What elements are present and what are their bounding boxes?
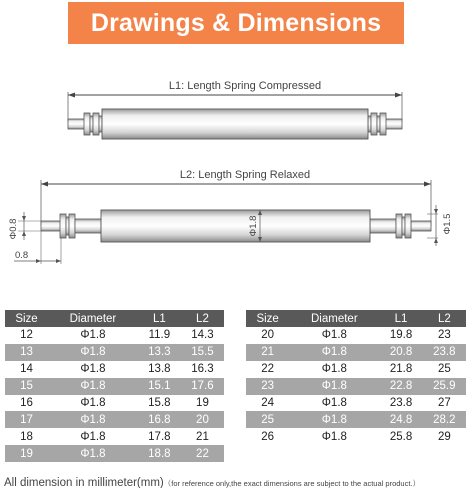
col-header-size: Size [246,310,289,327]
table-row [5,445,224,462]
cell-l2: 21 [196,430,209,443]
label-body-diameter: Φ1.8 [248,215,259,237]
cell-l2: 22 [181,445,224,462]
cell-diameter: Φ1.8 [321,430,347,443]
cell-l2: 23 [437,329,451,342]
col-header-l1: L1 [138,310,181,327]
arrow-right-icon [395,93,402,98]
cell-diameter: Φ1.8 [321,363,347,376]
cell-l1: 21.8 [389,363,413,376]
cell-diameter: Φ1.8 [80,363,106,376]
cell-l1: 15.8 [148,397,171,409]
size-table-right [246,310,466,445]
col-header-diameter: Diameter [48,310,138,327]
cell-size: 25 [246,411,289,428]
table-row [246,411,466,428]
table-row [246,361,466,378]
left-tip [41,221,61,231]
cell-size: 24 [261,397,275,409]
cell-size: 14 [20,363,33,376]
cell-diameter: Φ1.8 [48,445,138,462]
cell-l1: 23.8 [389,397,413,409]
table-row [246,327,466,344]
right-tip [411,221,431,231]
cell-l2: 15.5 [181,344,224,361]
cell-l1: 11.9 [148,329,171,342]
arrow-left-icon [68,93,75,98]
cell-diameter: Φ1.8 [48,411,138,428]
table-row [5,395,224,412]
cell-size: 15 [5,378,48,395]
table-row [5,327,224,344]
cell-size: 20 [261,329,275,342]
size-table-left [5,310,224,462]
cell-l1: 24.8 [379,411,422,428]
cell-l1: 20.8 [379,344,422,361]
footer-disclaimer: （for reference only,the exact dimensions are subject to the actual product.） [163,479,420,488]
label-l1: L1: Length Spring Compressed [168,80,322,92]
compressed-spring-bar [68,80,402,139]
cell-l2: 27 [437,397,451,409]
cell-size: 19 [5,445,48,462]
right-tip [385,119,402,129]
cell-l2: 16.3 [191,363,214,376]
table-row [5,378,224,395]
footer-note [4,473,420,488]
relaxed-body [101,210,370,242]
compressed-body [102,109,368,139]
cell-l1: 13.8 [148,363,171,376]
cell-size: 13 [5,344,48,361]
col-header-l2: L2 [181,310,224,327]
label-tip-length: 0.8 [15,250,29,261]
cell-diameter: Φ1.8 [289,411,379,428]
cell-l1: 18.8 [138,445,181,462]
cell-l1: 22.8 [379,378,422,395]
cell-size: 23 [246,378,289,395]
cell-size: 21 [246,344,289,361]
page-title: Drawings & Dimensions [90,8,382,37]
cell-l2: 25 [437,363,451,376]
cell-l1: 15.1 [138,378,181,395]
cell-l2: 17.6 [181,378,224,395]
cell-l2: 23.8 [423,344,466,361]
cell-l2: 25.9 [423,378,466,395]
table-header-row [5,310,224,327]
cell-size: 22 [261,363,275,376]
table-row [246,378,466,395]
table-row [5,344,224,361]
col-header-diameter: Diameter [289,310,379,327]
cell-l1: 13.3 [138,344,181,361]
label-tip-diameter: Φ0.8 [8,218,19,240]
cell-diameter: Φ1.8 [321,329,347,342]
cell-diameter: Φ1.8 [48,344,138,361]
cell-diameter: Φ1.8 [321,397,347,409]
table-row [5,361,224,378]
label-shoulder-diameter: Φ1.5 [442,213,453,235]
arrow-left-icon [41,182,48,187]
cell-size: 17 [5,411,48,428]
col-header-size: Size [5,310,48,327]
cell-diameter: Φ1.8 [80,329,106,342]
table-row [246,395,466,412]
relaxed-spring-bar [8,169,453,264]
cell-l2: 14.3 [191,329,214,342]
label-l2: L2: Length Spring Relaxed [179,169,311,181]
left-tip [68,119,85,129]
cell-l2: 19 [196,397,209,409]
cell-l1: 25.8 [389,430,413,443]
table-header-row [246,310,466,327]
cell-size: 26 [261,430,275,443]
cell-size: 18 [20,430,33,443]
cell-diameter: Φ1.8 [289,378,379,395]
table-row [5,428,224,445]
cell-l2: 20 [181,411,224,428]
cell-l1: 16.8 [138,411,181,428]
cell-diameter: Φ1.8 [289,344,379,361]
arrow-right-icon [424,182,431,187]
cell-l1: 19.8 [389,329,413,342]
cell-l2: 29 [437,430,451,443]
cell-l2: 28.2 [423,411,466,428]
cell-diameter: Φ1.8 [80,397,106,409]
cell-l1: 17.8 [148,430,171,443]
footer-main-text: All dimension in millimeter(mm) [4,477,164,488]
col-header-l1: L1 [379,310,422,327]
cell-diameter: Φ1.8 [80,430,106,443]
cell-size: 12 [20,329,33,342]
table-row [5,411,224,428]
table-row [246,428,466,445]
table-row [246,344,466,361]
cell-size: 16 [20,397,33,409]
col-header-l2: L2 [423,310,466,327]
cell-diameter: Φ1.8 [48,378,138,395]
